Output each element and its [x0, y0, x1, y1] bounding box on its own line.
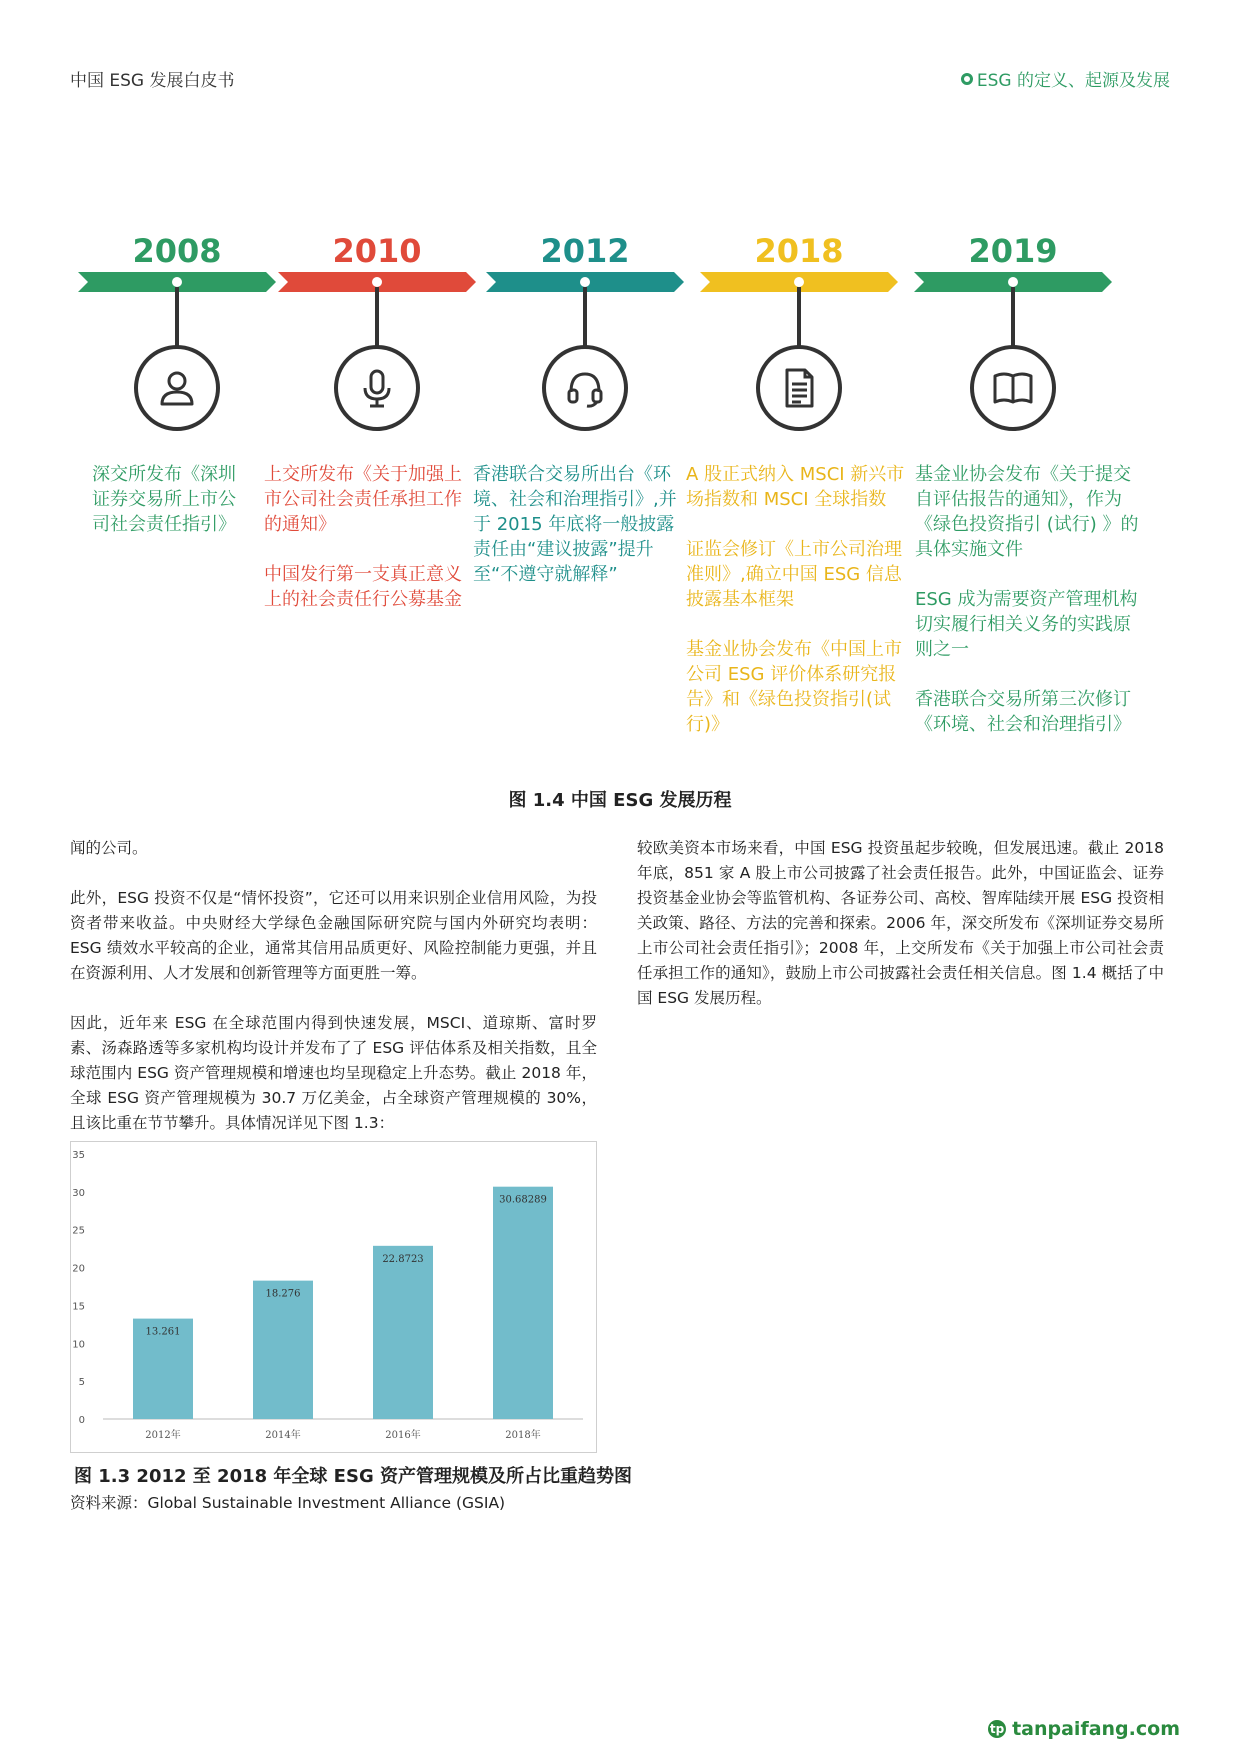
bar: [253, 1281, 313, 1419]
footer-logo: [988, 1718, 1180, 1740]
y-tick-label: 25: [72, 1225, 85, 1237]
timeline-event: 证监会修订《上市公司治理准则》,确立中国 ESG 信息披露基本框架: [686, 539, 902, 610]
x-tick-label: 2012年: [145, 1430, 181, 1441]
x-tick-label: 2018年: [505, 1430, 541, 1441]
bar-chart: [70, 1141, 597, 1453]
timeline-stem: [1011, 287, 1015, 347]
bar-value-label: 18.276: [265, 1288, 301, 1300]
paragraph: 闻的公司。: [70, 839, 148, 857]
timeline-year: 2018: [754, 232, 844, 270]
logo-mark-icon: tp: [989, 1722, 1005, 1736]
timeline-node: [1008, 277, 1018, 287]
header-title: 中国 ESG 发展白皮书: [70, 71, 235, 91]
timeline-events: [264, 462, 466, 637]
y-tick-label: 0: [78, 1415, 85, 1426]
logo-text: tanpaifang.com: [1012, 1718, 1180, 1740]
microphone-icon: [334, 345, 420, 431]
timeline-node: [372, 277, 382, 287]
timeline-events: [686, 462, 910, 762]
chart-caption: 图 1.3 2012 至 2018 年全球 ESG 资产管理规模及所占比重趋势图: [74, 1466, 632, 1487]
timeline-year: 2012: [540, 232, 630, 270]
timeline-event: 香港联合交易所出台《环境、社会和治理指引》,并于 2015 年底将一般披露责任由“建议披露”提升至“不遵守就解释”: [473, 464, 677, 585]
figure-caption: 图 1.4 中国 ESG 发展历程: [508, 790, 732, 811]
headset-icon: [542, 345, 628, 431]
y-tick-label: 5: [78, 1377, 85, 1389]
paragraph: 较欧美资本市场来看，中国 ESG 投资虽起步较晚，但发展迅速。截止 2018 年底，851 家 A 股上市公司披露了社会责任报告。此外，中国证监会、证券投资基金业协会等监管机构、各证券公司、高校、智库陆续开展 ESG 投资相关政策、路径、方法的完善和探索。2006 年，深交所发布《深圳证券交易所上市公司社会责任指引》；2008 年，上交所发布《关于加强上市公司社会责任承担工作的通知》，鼓励上市公司披露社会责任相关信息。图 1.4 概括了中国 ESG 发展历程。: [637, 839, 1164, 1007]
timeline-year: 2010: [332, 232, 422, 270]
book-icon: [970, 345, 1056, 431]
y-tick-label: 20: [72, 1263, 85, 1275]
timeline-year: 2019: [968, 232, 1058, 270]
timeline-event: 上交所发布《关于加强上市公司社会责任承担工作的通知》: [264, 464, 462, 535]
timeline-stem: [175, 287, 179, 347]
document-icon: [756, 345, 842, 431]
y-tick-label: 35: [72, 1150, 85, 1161]
paragraph: 因此，近年来 ESG 在全球范围内得到快速发展，MSCI、道琼斯、富时罗素、汤森路透等多家机构均设计并发布了了 ESG 评估体系及相关指数，且全球范围内 ESG 资产管理规模和增速也均呈现稳定上升态势。截止 2018 年，全球 ESG 资产管理规模为 30.7 万亿美金，占全球资产管理规模的 30%，且该比重在节节攀升。具体情况详见下图 1.3：: [70, 1014, 597, 1132]
x-tick-label: 2016年: [385, 1430, 421, 1441]
chart-svg: [71, 1142, 596, 1452]
section-title-text: ESG 的定义、起源及发展: [976, 71, 1170, 91]
y-tick-label: 10: [72, 1339, 85, 1351]
user-icon: [134, 345, 220, 431]
timeline-year: 2008: [132, 232, 222, 270]
section-title: [961, 66, 1170, 91]
bullet-ring-icon: [961, 73, 973, 85]
timeline-event: 基金业协会发布《中国上市公司 ESG 评价体系研究报告》和《绿色投资指引(试行)》: [686, 639, 902, 735]
timeline-event: 香港联合交易所第三次修订《环境、社会和治理指引》: [915, 689, 1131, 735]
bar: [373, 1246, 433, 1419]
bar-value-label: 13.261: [145, 1326, 181, 1338]
paragraph: 此外，ESG 投资不仅是“情怀投资”，它还可以用来识别企业信用风险，为投资者带来收益。中央财经大学绿色金融国际研究院与国内外研究均表明：ESG 绩效水平较高的企业，通常其信用品质更好、风险控制能力更强，并且在资源利用、人才发展和创新管理等方面更胜一筹。: [70, 889, 597, 982]
timeline-events: [915, 462, 1140, 762]
timeline-event: 深交所发布《深圳证券交易所上市公司社会责任指引》: [92, 464, 236, 535]
y-tick-label: 15: [72, 1301, 85, 1313]
bar: [493, 1187, 553, 1419]
left-column: [70, 836, 597, 1161]
timeline-event: ESG 成为需要资产管理机构切实履行相关义务的实践原则之一: [915, 589, 1138, 660]
timeline-events: [92, 462, 252, 562]
timeline-node: [172, 277, 182, 287]
timeline-events: [473, 462, 679, 612]
timeline-event: A 股正式纳入 MSCI 新兴市场指数和 MSCI 全球指数: [686, 464, 905, 510]
timeline-stem: [375, 287, 379, 347]
timeline-stem: [583, 287, 587, 347]
chart-source: 资料来源：Global Sustainable Investment Alliance (GSIA): [70, 1494, 506, 1512]
timeline-node: [580, 277, 590, 287]
right-column: [637, 836, 1164, 1036]
timeline-node: [794, 277, 804, 287]
y-tick-label: 30: [72, 1187, 85, 1199]
x-tick-label: 2014年: [265, 1430, 301, 1441]
bar-value-label: 22.8723: [382, 1253, 424, 1265]
timeline-stem: [797, 287, 801, 347]
timeline-event: 中国发行第一支真正意义上的社会责任行公募基金: [264, 564, 462, 610]
timeline-event: 基金业协会发布《关于提交自评估报告的通知》，作为《绿色投资指引 (试行) 》的具体实施文件: [915, 464, 1139, 560]
bar-value-label: 30.68289: [499, 1194, 547, 1206]
